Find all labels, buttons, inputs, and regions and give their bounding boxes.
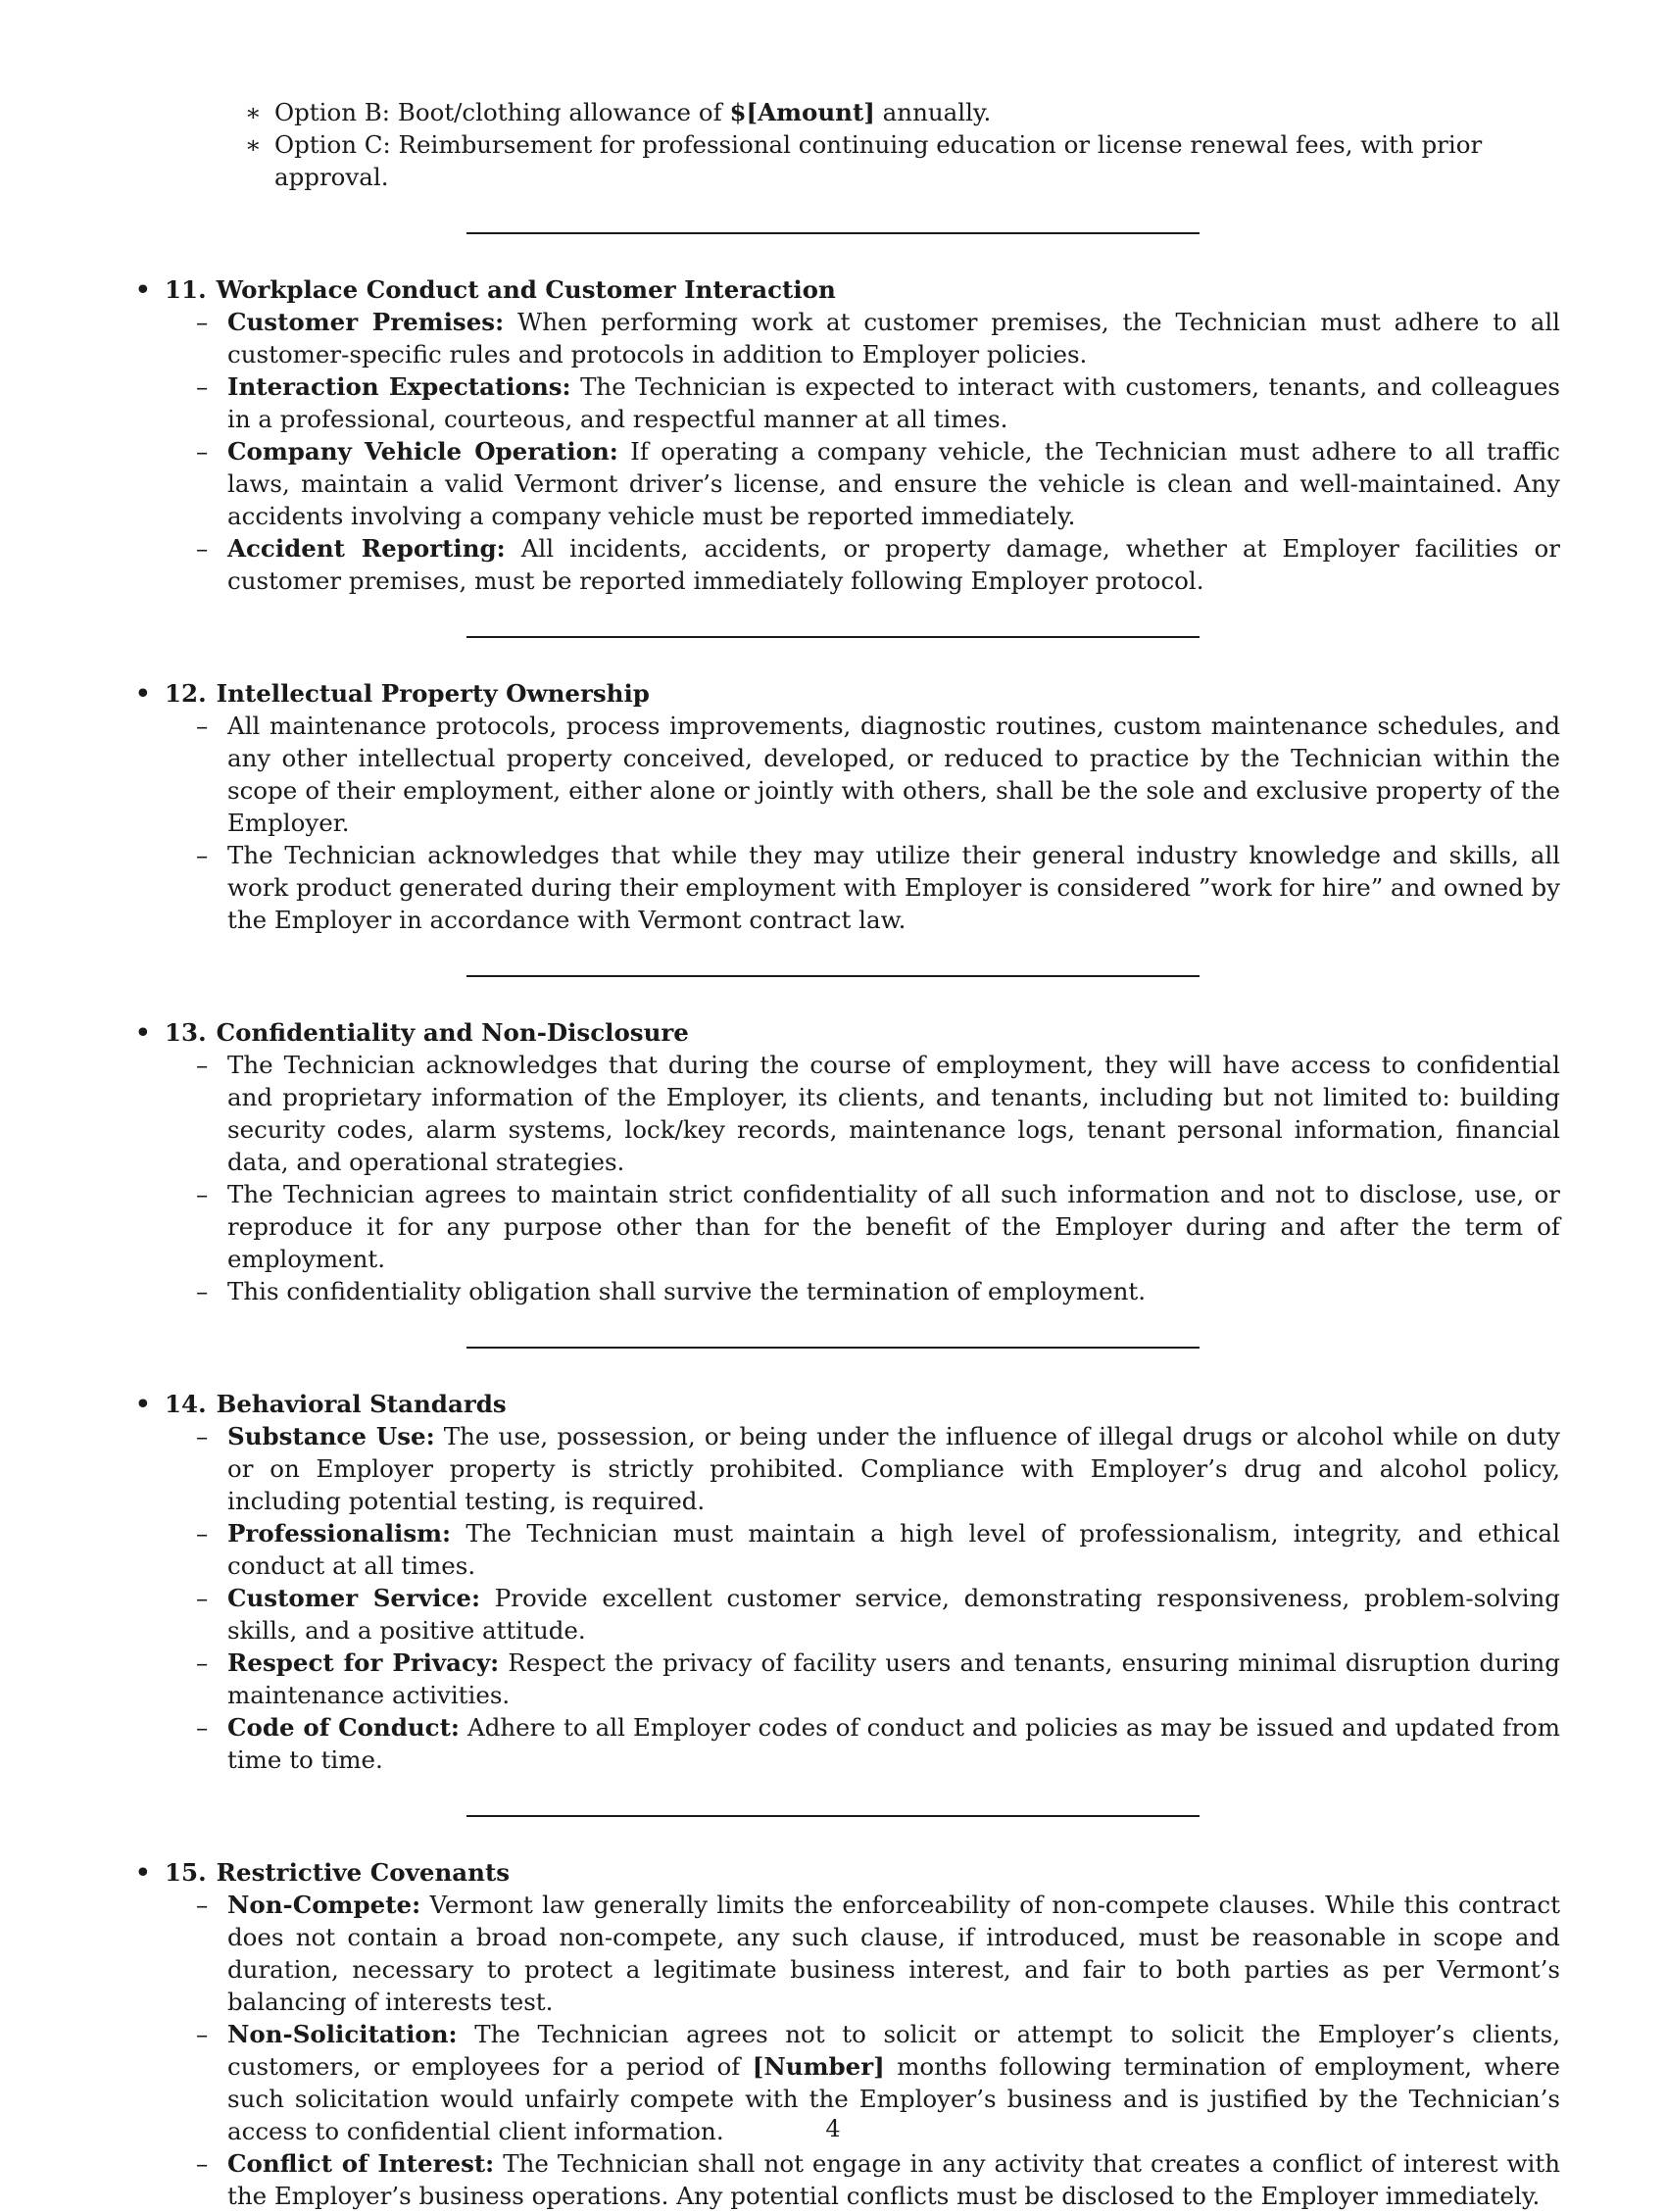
clause-label: Substance Use: — [227, 1422, 435, 1450]
clause-label: Customer Service: — [227, 1584, 480, 1612]
section-14 — [135, 1388, 1560, 1776]
option-text: Option B: Boot/clothing allowance of — [274, 98, 730, 126]
section-title: Intellectual Property Ownership — [216, 679, 650, 708]
clause-text: Adhere to all Employer codes of conduct and policies as may be issued and updated from time to time. — [227, 1713, 1561, 1774]
dash-bullet: – — [196, 1891, 209, 1919]
document-body — [135, 96, 1560, 2212]
dash-bullet: – — [196, 1180, 209, 1208]
section-heading — [165, 1856, 1560, 1889]
clause-text: All maintenance protocols, process improvements, diagnostic routines, custom maintenance schedules, and any other intellectual property conceived, developed, or reduced to practice by the Technician within the scope of their employment, either alone or jointly with others, shall be the sole and exclusive property of the Employer. — [227, 712, 1560, 837]
clause-text: The Technician shall not engage in any activity that creates a conflict of interest with the Employer’s business operations. Any potential conflicts must be disclosed to the Employer immediately. — [227, 2149, 1560, 2210]
clause-list — [165, 306, 1560, 597]
clause-label: Non-Compete: — [227, 1891, 421, 1919]
clause-label: Customer Premises: — [227, 308, 505, 336]
clause-label: Accident Reporting: — [227, 534, 506, 563]
dash-bullet: – — [196, 1519, 209, 1548]
clause-item — [196, 2147, 1560, 2212]
page-number: 4 — [825, 2115, 841, 2142]
dash-bullet: – — [196, 2020, 209, 2048]
clause-text: This confidentiality obligation shall survive the termination of employment. — [227, 1277, 1146, 1305]
clause-text: If operating a company vehicle, the Technician must adhere to all traffic laws, maintain a valid Vermont driver’s license, and ensure the vehicle is clean and well-maintained. Any accidents involving a company vehicle must be reported immediately. — [227, 437, 1560, 530]
section-15 — [135, 1856, 1560, 2212]
section-heading — [165, 1388, 1560, 1420]
section-divider — [466, 1815, 1200, 1817]
section-13 — [135, 1016, 1560, 1307]
clause-bold-placeholder: [Number] — [752, 2052, 885, 2081]
clause-label: Professionalism: — [227, 1519, 452, 1548]
section-number: 15. — [165, 1858, 207, 1887]
dash-bullet: – — [196, 372, 209, 401]
clause-item — [196, 839, 1560, 936]
section-divider — [466, 975, 1200, 977]
clause-text-after: months following termination of employment, where such solicitation would unfairly compete with the Employer’s business and is justified by the Technician’s access to confidential client information. — [227, 2052, 1560, 2145]
option-text-after: annually. — [874, 98, 992, 126]
section-heading — [165, 273, 1560, 306]
clause-item — [196, 1178, 1560, 1275]
clause-label: Company Vehicle Operation: — [227, 437, 618, 466]
clause-label: Respect for Privacy: — [227, 1648, 500, 1677]
clause-item — [196, 1889, 1560, 2018]
section-divider — [466, 1347, 1200, 1349]
bullet-icon: • — [135, 679, 151, 708]
section-number: 12. — [165, 679, 207, 708]
clause-text: Provide excellent customer service, demonstrating responsiveness, problem-solving skills, and a positive attitude. — [227, 1584, 1560, 1645]
clause-item — [196, 306, 1560, 370]
clause-item — [196, 435, 1560, 532]
clause-text: The Technician is expected to interact with customers, tenants, and colleagues in a professional, courteous, and respectful manner at all times. — [227, 372, 1561, 433]
section-title: Restrictive Covenants — [216, 1858, 511, 1887]
clause-text: The Technician acknowledges that during the course of employment, they will have access to confidential and proprietary information of the Employer, its clients, and tenants, including but not limited to: building security codes, alarm systems, lock/key records, maintenance logs, tenant personal information, financial data, and operational strategies. — [227, 1051, 1560, 1176]
asterisk-bullet: ∗ — [245, 98, 262, 126]
section-divider — [466, 636, 1200, 638]
clause-item — [196, 1582, 1560, 1647]
section-number: 14. — [165, 1390, 207, 1418]
clause-text: The Technician must maintain a high level of professionalism, integrity, and ethical conduct at all times. — [227, 1519, 1560, 1580]
dash-bullet: – — [196, 534, 209, 563]
clause-item — [196, 1517, 1560, 1582]
clause-list — [165, 710, 1560, 936]
section-title: Confidentiality and Non-Disclosure — [216, 1018, 689, 1047]
dash-bullet: – — [196, 1713, 209, 1742]
option-bold-placeholder: $[Amount] — [729, 98, 875, 126]
dash-bullet: – — [196, 1422, 209, 1450]
dash-bullet: – — [196, 1051, 209, 1079]
dash-bullet: – — [196, 841, 209, 869]
clause-item — [196, 532, 1560, 597]
clause-text: Vermont law generally limits the enforceability of non-compete clauses. While this contract does not contain a broad non-compete, any such clause, if introduced, must be reasonable in scope and duration, necessary to protect a legitimate business interest, and fair to both parties as per Vermont’s balancing of interests test. — [227, 1891, 1560, 2016]
section-12 — [135, 677, 1560, 936]
clause-item — [196, 710, 1560, 839]
clause-item — [196, 1711, 1561, 1776]
bullet-icon: • — [135, 275, 151, 304]
section-number: 11. — [165, 275, 207, 304]
clause-text: Respect the privacy of facility users and tenants, ensuring minimal disruption during maintenance activities. — [227, 1648, 1560, 1709]
dash-bullet: – — [196, 1277, 209, 1305]
clause-text: The Technician acknowledges that while they may utilize their general industry knowledge and skills, all work product generated during their employment with Employer is considered ”work for hire” and owned by the Employer in accordance with Vermont contract law. — [227, 841, 1560, 934]
clause-label: Code of Conduct: — [227, 1713, 460, 1742]
section-number: 13. — [165, 1018, 207, 1047]
dash-bullet: – — [196, 1584, 209, 1612]
clause-text: All incidents, accidents, or property damage, whether at Employer facilities or customer premises, must be reported immediately following Employer protocol. — [227, 534, 1560, 595]
sections-container — [135, 232, 1560, 2212]
clause-label: Non-Solicitation: — [227, 2020, 458, 2048]
section-heading — [165, 1016, 1560, 1049]
clause-list — [165, 1889, 1560, 2212]
clause-text: The Technician agrees not to solicit or attempt to solicit the Employer’s clients, customers, or employees for a period of — [227, 2020, 1560, 2081]
section-heading — [165, 677, 1560, 710]
clause-item — [196, 1049, 1560, 1178]
dash-bullet: – — [196, 1648, 209, 1677]
option-list — [245, 96, 1560, 193]
dash-bullet: – — [196, 2149, 209, 2178]
bullet-icon: • — [135, 1390, 151, 1418]
dash-bullet: – — [196, 437, 209, 466]
section-title: Workplace Conduct and Customer Interaction — [216, 275, 836, 304]
section-divider — [466, 232, 1200, 234]
clause-item — [196, 1647, 1560, 1711]
clause-list — [165, 1420, 1560, 1776]
bullet-icon: • — [135, 1858, 151, 1887]
clause-text: The use, possession, or being under the influence of illegal drugs or alcohol while on duty or on Employer property is strictly prohibited. Compliance with Employer’s drug and alcohol policy, including potential testing, is required. — [227, 1422, 1561, 1515]
clause-text: When performing work at customer premises, the Technician must adhere to all customer-specific rules and protocols in addition to Employer policies. — [227, 308, 1560, 369]
clause-item — [196, 1420, 1561, 1517]
asterisk-bullet: ∗ — [245, 130, 262, 159]
clause-item — [196, 1275, 1560, 1307]
clause-text: The Technician agrees to maintain strict confidentiality of all such information and not to disclose, use, or reproduce it for any purpose other than for the benefit of the Employer during and after the term of employment. — [227, 1180, 1560, 1273]
option-item — [245, 96, 1560, 128]
clause-label: Interaction Expectations: — [227, 372, 571, 401]
option-item — [245, 128, 1560, 193]
section-11 — [135, 273, 1560, 597]
section-title: Behavioral Standards — [216, 1390, 507, 1418]
option-text: Option C: Reimbursement for professional continuing education or license renewal fees, with prior approval. — [274, 130, 1483, 191]
dash-bullet: – — [196, 712, 209, 740]
clause-label: Conflict of Interest: — [227, 2149, 495, 2178]
dash-bullet: – — [196, 308, 209, 336]
bullet-icon: • — [135, 1018, 151, 1047]
clause-item — [196, 370, 1561, 435]
clause-list — [165, 1049, 1560, 1307]
